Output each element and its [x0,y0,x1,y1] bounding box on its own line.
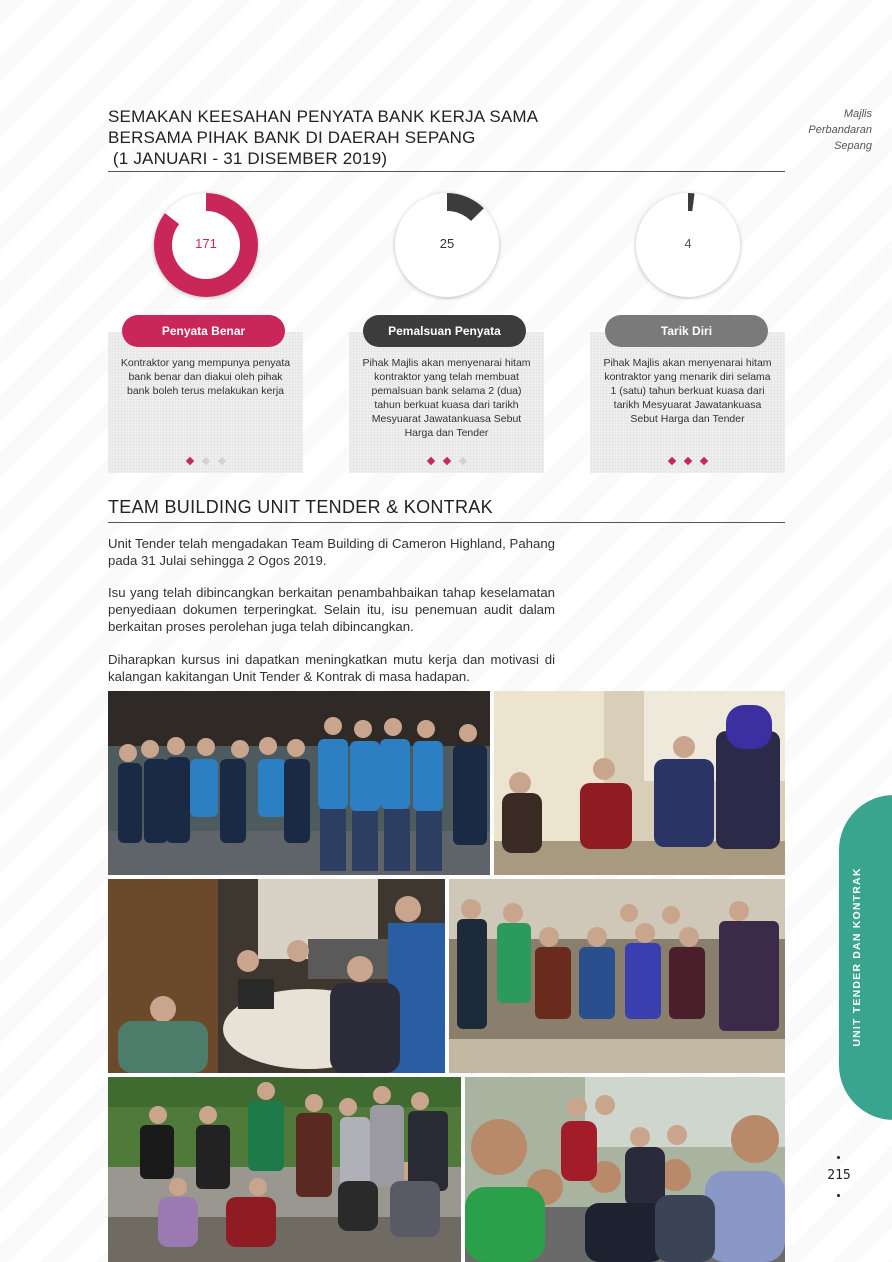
paragraph: Unit Tender telah mengadakan Team Building di Cameron Highland, Pahang pada 31 Julai sehingga 2 Ogos 2019. [108,536,555,568]
rating-dot [699,457,707,465]
rating-dot [683,457,691,465]
stat-description: Pihak Majlis akan menyenarai hitam kontraktor yang menarik diri selama 1 (satu) tahun berkuat kuasa dari tarikh Mesyuarat Jawatankuasa Sebut Harga dan Tender [603,357,772,425]
photo-group-indoor-sitting [494,691,785,875]
stat-description: Kontraktor yang mempunya penyata bank benar dan diakui oleh pihak bank boleh terus melakukan kerja [120,357,291,397]
stat-card-penyata-benar [108,332,303,473]
stat-card-pemalsuan-penyata [349,332,544,473]
rating-dots [108,458,303,464]
stat-value: 4 [684,236,692,251]
rating-dot [442,457,450,465]
photo-group-selfie [465,1077,785,1262]
side-tab-label: UNIT TENDER DAN KONTRAK [851,867,863,1047]
stat-description: Pihak Majlis akan menyenarai hitam kontraktor yang telah membuat pemalsuan bank selama 2 (dua) tahun berkuat kuasa dari tarikh Mesyuarat Jawatankuasa Sebut Harga dan Tender [362,357,531,439]
stat-value: 25 [439,236,455,251]
label-tarik-diri: Tarik Diri [605,315,768,347]
rating-dot [217,457,225,465]
rating-dot [185,457,193,465]
section-side-tab [839,795,892,1120]
rating-dots [590,458,785,464]
paragraph: Isu yang telah dibincangkan berkaitan penambahbaikan tahap keselamatan penyediaan dokumen terperingkat. Selain itu, isu penemuan audit dalam berkaitan proses perolehan juga telah dibincangkan. [108,585,555,634]
photo-group-laptop-meeting [108,879,445,1073]
stat-card-tarik-diri [590,332,785,473]
rating-dot [458,457,466,465]
stat-value: 171 [195,236,217,251]
title-divider [108,171,785,172]
section-title-bank-verification: SEMAKAN KEESAHAN PENYATA BANK KERJA SAMA BERSAMA PIHAK BANK DI DAERAH SEPANG (1 JANUARI - 31 DISEMBER 2019) [108,107,539,168]
page-number: 215 [827,1168,851,1183]
photo-group-outdoor [108,691,490,875]
rating-dot [667,457,675,465]
organisation-name: Majlis Perbandaran Sepang [808,108,872,152]
label-penyata-benar: Penyata Benar [122,315,285,347]
page-number-dot [837,1194,840,1197]
paragraph: Diharapkan kursus ini dapatkan meningkatkan mutu kerja dan motivasi di kalangan kakitangan Unit Tender & Kontrak di masa hadapan. [108,652,555,684]
rating-dots [349,458,544,464]
section-title-team-building: TEAM BUILDING UNIT TENDER & KONTRAK [108,497,493,517]
rating-dot [426,457,434,465]
photo-group-tea-plantation [108,1077,461,1262]
page-number-dot [837,1156,840,1159]
photo-group-large [449,879,785,1073]
rating-dot [201,457,209,465]
section-divider [108,522,785,523]
label-pemalsuan-penyata: Pemalsuan Penyata [363,315,526,347]
